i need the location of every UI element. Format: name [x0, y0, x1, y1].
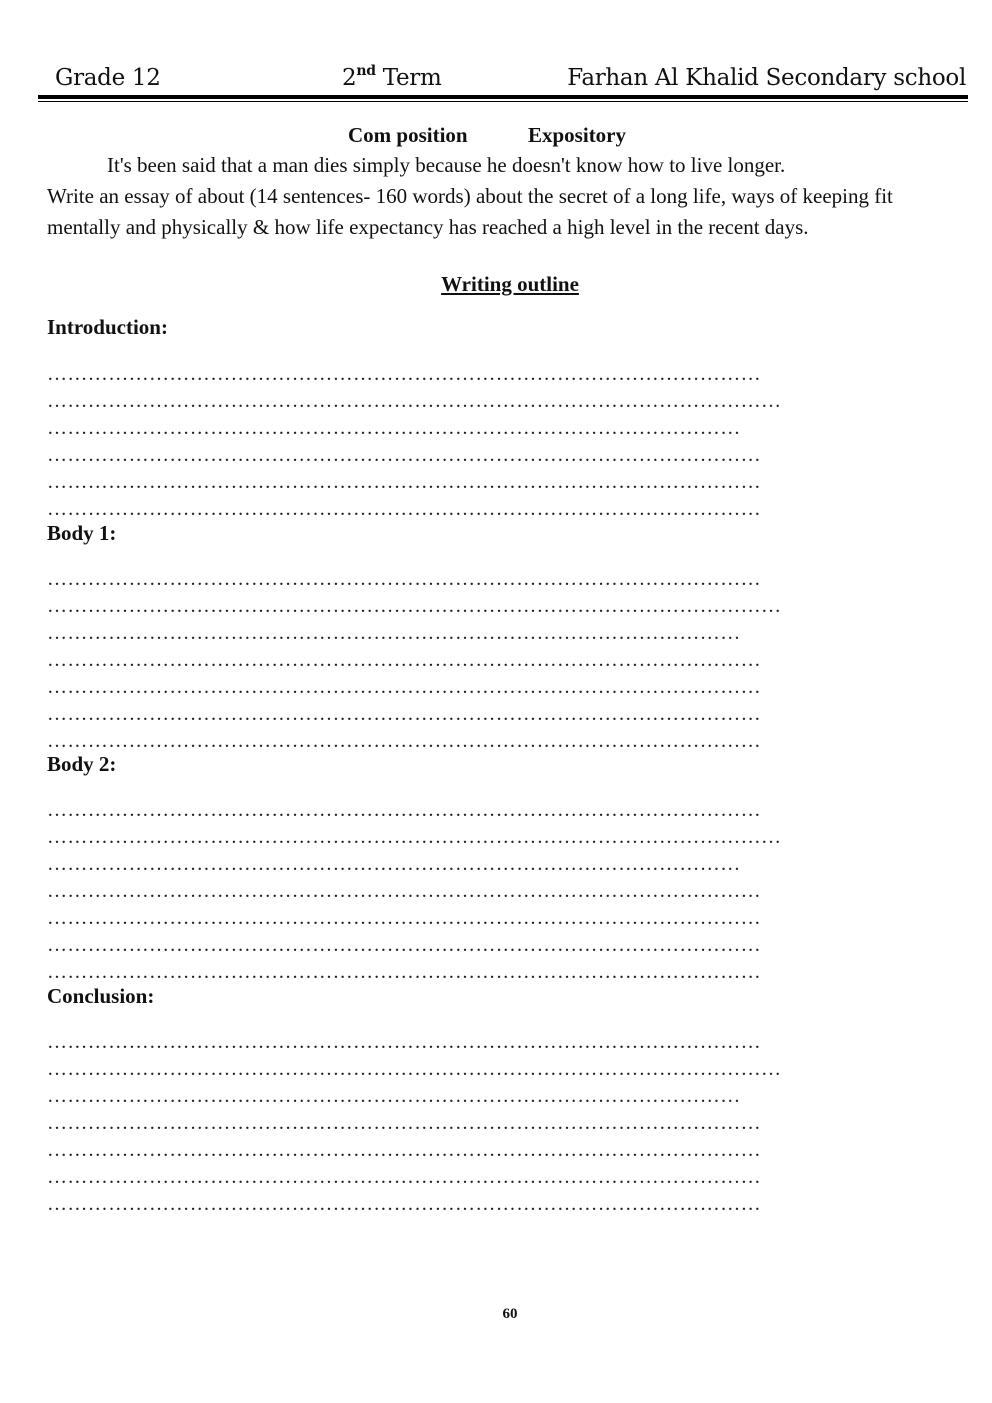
writing-line[interactable]: …………………………………………………………………………………………… [47, 1166, 761, 1188]
writing-line[interactable]: …………………………………………………………………………………………… [47, 961, 761, 983]
writing-line[interactable]: …………………………………………………………………………………………… [47, 498, 761, 520]
writing-line[interactable]: ………………………………………………………………………………………… [47, 1085, 741, 1107]
writing-line[interactable]: …………………………………………………………………………………………… [47, 649, 761, 671]
prompt-instructions: Write an essay of about (14 sentences- 160 words) about the secret of a long life, ways of keeping fit mentally and physically & how life expectancy has reached a high level in the recent days. [47, 184, 893, 239]
outline-title: Writing outline [441, 272, 579, 296]
writing-line[interactable]: …………………………………………………………………………………………… [47, 730, 761, 752]
writing-line[interactable]: ………………………………………………………………………………………… [47, 853, 741, 875]
writing-line[interactable]: …………………………………………………………………………………………… [47, 1112, 761, 1134]
writing-line[interactable]: …………………………………………………………………………………………… [47, 1139, 761, 1161]
title-type: Expository [528, 123, 627, 147]
writing-line[interactable]: ………………………………………………………………………………………… [47, 622, 741, 644]
writing-line[interactable]: …………………………………………………………………………………………… [47, 676, 761, 698]
writing-line[interactable]: …………………………………………………………………………………………… [47, 934, 761, 956]
term-number: 2 [342, 65, 357, 91]
header-term [342, 58, 442, 98]
title-composition: Com position [348, 123, 468, 147]
writing-line[interactable]: ……………………………………………………………………………………………… [47, 1058, 782, 1080]
essay-prompt [47, 150, 927, 243]
page-title [0, 121, 992, 149]
header-divider-thin [38, 101, 968, 102]
writing-line[interactable]: ……………………………………………………………………………………………… [47, 595, 782, 617]
header-school: Farhan Al Khalid Secondary school [567, 65, 966, 91]
writing-line[interactable]: …………………………………………………………………………………………… [47, 880, 761, 902]
section-heading-body-1: Body 1: [47, 521, 117, 545]
section-heading-introduction: Introduction: [47, 315, 168, 339]
writing-line[interactable]: …………………………………………………………………………………………… [47, 363, 761, 385]
header-grade: Grade 12 [55, 65, 161, 91]
section-heading-conclusion: Conclusion: [47, 984, 155, 1008]
term-word: Term [375, 65, 442, 91]
writing-line[interactable]: …………………………………………………………………………………………… [47, 1031, 761, 1053]
writing-line[interactable]: …………………………………………………………………………………………… [47, 568, 761, 590]
writing-line[interactable]: ……………………………………………………………………………………………… [47, 826, 782, 848]
term-suffix: nd [356, 63, 376, 79]
writing-line[interactable]: …………………………………………………………………………………………… [47, 799, 761, 821]
writing-line[interactable]: …………………………………………………………………………………………… [47, 471, 761, 493]
section-heading-body-2: Body 2: [47, 752, 117, 776]
writing-line[interactable]: …………………………………………………………………………………………… [47, 703, 761, 725]
writing-line[interactable]: ……………………………………………………………………………………………… [47, 390, 782, 412]
page-header [0, 0, 992, 110]
writing-line[interactable]: ………………………………………………………………………………………… [47, 417, 741, 439]
header-divider [38, 95, 968, 99]
writing-line[interactable]: …………………………………………………………………………………………… [47, 907, 761, 929]
prompt-first-line: It's been said that a man dies simply because he doesn't know how to live longer. [107, 153, 786, 177]
writing-line[interactable]: …………………………………………………………………………………………… [47, 1193, 761, 1215]
page-number: 60 [502, 1306, 518, 1322]
writing-line[interactable]: …………………………………………………………………………………………… [47, 444, 761, 466]
